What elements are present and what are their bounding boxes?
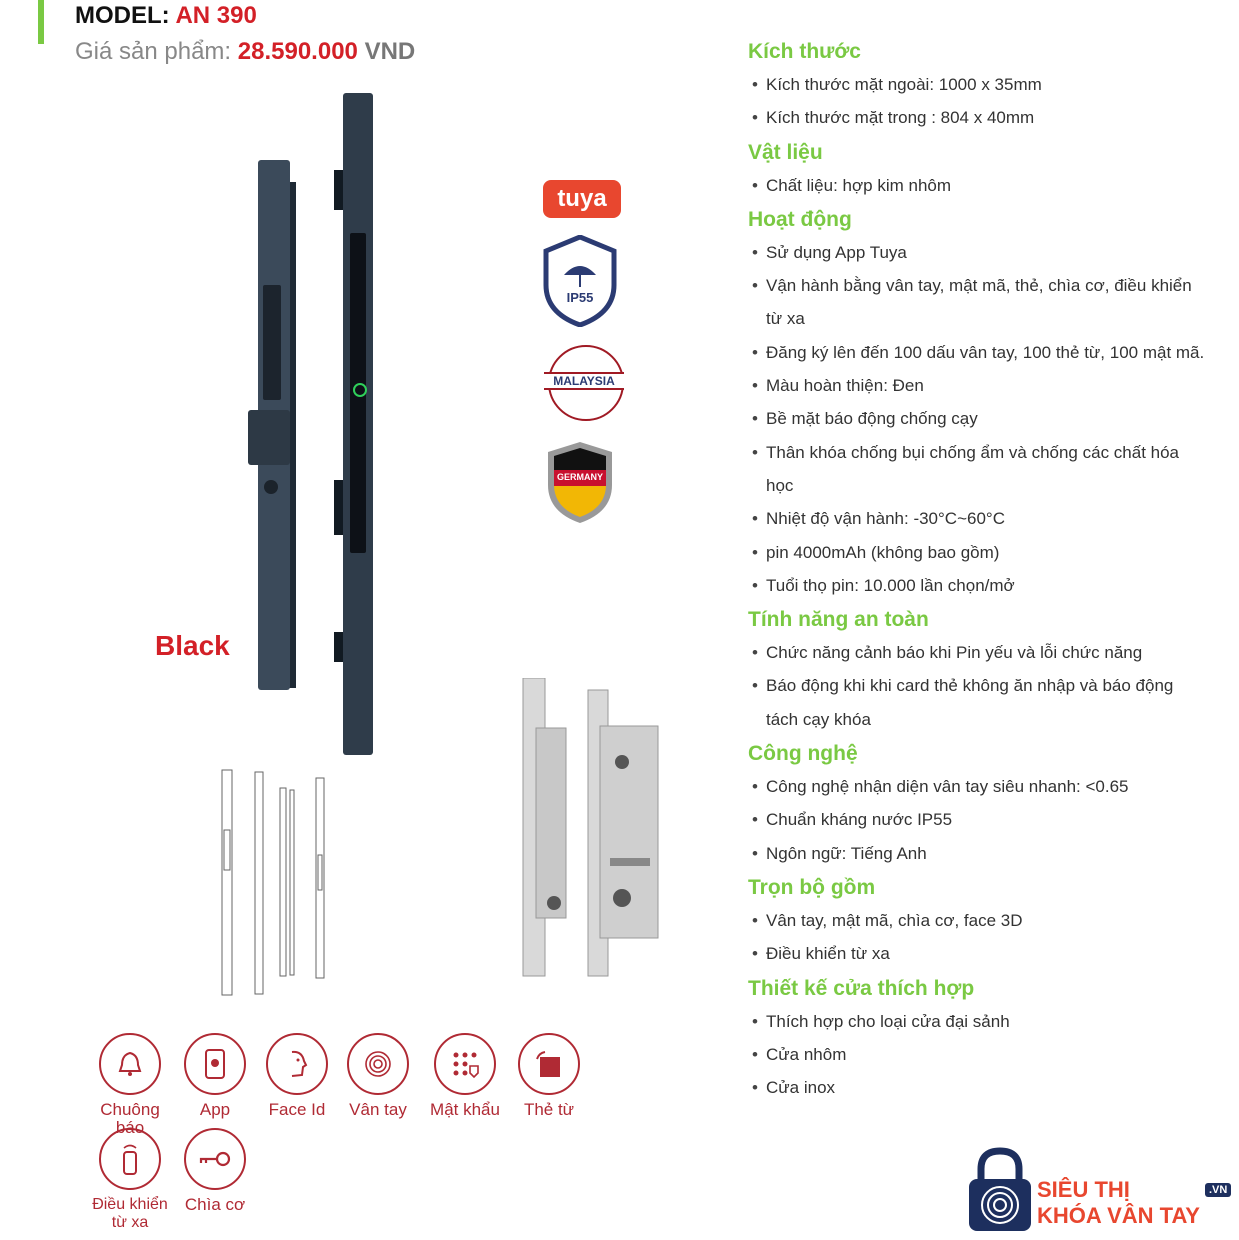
spec-heading: Thiết kế cửa thích hợp	[748, 976, 975, 1000]
spec-list	[748, 68, 1208, 135]
spec-item: • Bề mặt báo động chống cạy	[748, 402, 1208, 435]
spec-item: • Thân khóa chống bụi chống ẩm và chống các chất hóa học	[748, 436, 1208, 503]
spec-column	[748, 38, 1208, 1108]
feature-circle	[184, 1128, 246, 1190]
inner-panel-image	[258, 160, 290, 690]
feature-label: Mật khẩu	[430, 1100, 500, 1119]
spec-list	[748, 236, 1208, 602]
spec-list	[748, 1005, 1208, 1105]
spec-item: • Chuẩn kháng nước IP55	[748, 803, 1208, 836]
feature-doorbell	[84, 1033, 176, 1137]
ip55-label: IP55	[566, 290, 594, 305]
spec-item: • Ngôn ngữ: Tiếng Anh	[748, 837, 1208, 870]
brand-line1: SIÊU THỊ	[1037, 1177, 1130, 1202]
keypad-icon	[449, 1048, 481, 1080]
spec-list	[748, 904, 1208, 971]
spec-list	[748, 636, 1208, 736]
technical-drawing	[210, 760, 335, 1000]
ip55-shield-icon	[542, 235, 618, 327]
spec-item: • Kích thước mặt ngoài: 1000 x 35mm	[748, 68, 1208, 101]
feature-label: Chìa cơ	[184, 1195, 246, 1214]
spec-list	[748, 770, 1208, 870]
brand-line2: KHÓA VÂN TAY	[1037, 1203, 1200, 1228]
feature-label: Vân tay	[349, 1100, 407, 1119]
spec-heading: Vật liệu	[748, 140, 823, 164]
keypad-screen	[350, 233, 366, 553]
price-currency: VND	[364, 38, 416, 65]
battery-slot	[263, 285, 281, 400]
spec-item: • Cửa nhôm	[748, 1038, 1208, 1071]
spec-heading: Công nghệ	[748, 742, 858, 766]
spec-item: • Chất liệu: hợp kim nhôm	[748, 169, 1208, 202]
feature-circle	[266, 1033, 328, 1095]
spec-item: • Điều khiển từ xa	[748, 937, 1208, 970]
feature-app	[170, 1033, 260, 1119]
feature-password	[420, 1033, 510, 1119]
card-icon	[533, 1048, 565, 1080]
spec-item: • Báo động khi khi card thẻ không ăn nhập và báo động tách cạy khóa	[748, 669, 1208, 736]
malaysia-seal	[548, 345, 624, 421]
spec-item: • Đăng ký lên đến 100 dấu vân tay, 100 thẻ từ, 100 mật mã.	[748, 336, 1208, 369]
thumb-turn-knob	[264, 480, 278, 494]
price-value: 28.590.000	[237, 38, 358, 65]
spec-list	[748, 169, 1208, 202]
outer-panel-image	[343, 93, 373, 755]
brand-logo	[965, 1145, 1235, 1235]
spec-item: • Màu hoàn thiện: Đen	[748, 369, 1208, 402]
feature-fingerprint	[333, 1033, 423, 1119]
feature-label: Face Id	[268, 1100, 326, 1119]
feature-circle	[184, 1033, 246, 1095]
feature-face-id	[252, 1033, 342, 1119]
spec-item: • Vân tay, mật mã, chìa cơ, face 3D	[748, 904, 1208, 937]
padlock-fingerprint-icon	[965, 1145, 1035, 1235]
spec-item: • Nhiệt độ vận hành: -30°C~60°C	[748, 502, 1208, 535]
spec-heading: Hoạt động	[748, 207, 852, 231]
feature-remote	[84, 1128, 176, 1232]
malaysia-label: MALAYSIA	[544, 372, 624, 390]
spec-item: • Chức năng cảnh báo khi Pin yếu và lỗi chức năng	[748, 636, 1208, 669]
spec-heading: Kích thước	[748, 40, 861, 63]
tuya-logo: tuya	[543, 180, 621, 218]
key-icon	[199, 1143, 231, 1175]
color-label: Black	[155, 630, 230, 661]
spec-item: • Tuổi thọ pin: 10.000 lần chọn/mở	[748, 569, 1208, 602]
feature-circle	[99, 1033, 161, 1095]
feature-circle	[99, 1128, 161, 1190]
spec-item: • Thích hợp cho loại cửa đại sảnh	[748, 1005, 1208, 1038]
price-label: Giá sản phẩm:	[75, 38, 232, 65]
feature-label: App	[199, 1100, 231, 1119]
feature-label: Chuông báo	[100, 1100, 160, 1137]
spec-item: • Công nghệ nhận diện vân tay siêu nhanh: <0.65	[748, 770, 1208, 803]
feature-label: Điều khiển từ xa	[92, 1196, 168, 1231]
model-heading	[75, 2, 257, 30]
feature-card	[504, 1033, 594, 1119]
phone-app-icon	[199, 1048, 231, 1080]
spec-item: • pin 4000mAh (không bao gồm)	[748, 536, 1208, 569]
spec-item: • Kích thước mặt trong : 804 x 40mm	[748, 101, 1208, 134]
fingerprint-ring-icon	[353, 383, 367, 397]
face-id-icon	[281, 1048, 313, 1080]
inner-handle	[248, 410, 290, 465]
mortise-lock-image	[518, 678, 666, 978]
accent-bar	[38, 0, 44, 44]
model-label: MODEL:	[75, 2, 170, 29]
brand-tld: .VN	[1205, 1183, 1231, 1197]
spec-item: • Cửa inox	[748, 1071, 1208, 1104]
germany-shield-icon	[545, 440, 615, 525]
bell-icon	[114, 1048, 146, 1080]
germany-label: GERMANY	[556, 472, 603, 482]
feature-circle	[518, 1033, 580, 1095]
spec-item: • Vận hành bằng vân tay, mật mã, thẻ, chìa cơ, điều khiển từ xa	[748, 269, 1208, 336]
feature-label: Thẻ từ	[523, 1100, 575, 1119]
feature-circle	[347, 1033, 409, 1095]
feature-circle	[434, 1033, 496, 1095]
spec-heading: Trọn bộ gồm	[748, 875, 876, 899]
price-line	[75, 38, 415, 66]
fingerprint-icon	[362, 1048, 394, 1080]
feature-mechanical-key	[170, 1128, 260, 1214]
spec-item: • Sử dụng App Tuya	[748, 236, 1208, 269]
spec-heading: Tính năng an toàn	[748, 608, 929, 632]
remote-icon	[114, 1143, 146, 1175]
model-value: AN 390	[175, 2, 257, 29]
